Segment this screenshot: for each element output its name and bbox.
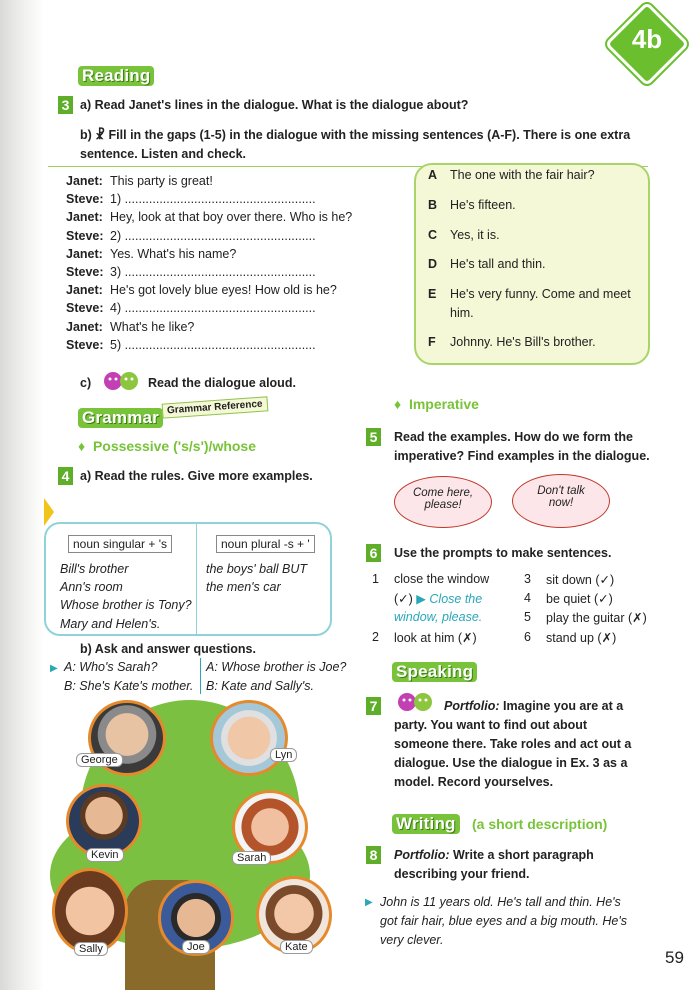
option-e-cont: him.: [450, 306, 474, 320]
dialogue-line: Steve: 5) .......................................................: [66, 337, 316, 352]
photo-lyn: [210, 700, 288, 776]
exercise-3c: Read the dialogue aloud.: [148, 376, 296, 390]
example-question: A: Who's Sarah?: [64, 660, 158, 674]
name-kate: Kate: [280, 940, 313, 954]
prompt: stand up (✗): [546, 631, 617, 645]
dialogue: [66, 174, 421, 356]
exercise-4a: a) Read the rules. Give more examples.: [80, 469, 313, 483]
exercise-7-number: 7: [366, 697, 381, 715]
name-sarah: Sarah: [232, 851, 271, 865]
exercise-7-line: dialogue. Use the dialogue in Ex. 3 as a: [394, 756, 628, 770]
speech-bubble-1: Come here, please!: [394, 476, 492, 528]
exercise-3-number: 3: [58, 96, 73, 114]
exercise-4b: b) Ask and answer questions.: [80, 642, 256, 656]
prompt-number: 6: [524, 630, 531, 644]
speaking-heading: Speaking: [392, 662, 477, 682]
example-question: A: Whose brother is Joe?: [206, 660, 347, 674]
pair-work-icon: [396, 692, 436, 712]
dialogue-line: Janet: Yes. What's his name?: [66, 246, 237, 261]
rules-divider: [196, 522, 197, 634]
name-lyn: Lyn: [270, 748, 297, 762]
dialogue-line: Steve: 4) .......................................................: [66, 301, 316, 316]
model-text: John is 11 years old. He's tall and thin. He's: [380, 895, 621, 909]
exercise-7-line: model. Record yourselves.: [394, 775, 554, 789]
prompt: (✓) ▶ Close the: [394, 592, 483, 606]
exercise-6-number: 6: [366, 544, 381, 562]
dialogue-line: Janet: Hey, look at that boy over there. Who is he?: [66, 210, 353, 225]
name-george: George: [76, 753, 123, 767]
name-sally: Sally: [74, 942, 108, 956]
grammar-heading: Grammar: [78, 408, 163, 428]
page-number: 59: [665, 948, 684, 967]
rule-example: Mary and Helen's.: [60, 617, 161, 631]
exercise-6-title: Use the prompts to make sentences.: [394, 546, 612, 560]
exercise-5-number: 5: [366, 428, 381, 446]
exercise-8-number: 8: [366, 846, 381, 864]
model-text: got fair hair, blue eyes and a big mouth. He's: [380, 914, 627, 928]
exercise-7-line: party. You want to find out about: [394, 718, 588, 732]
option-a: A The one with the fair hair?: [428, 168, 595, 182]
option-c: C Yes, it is.: [428, 228, 500, 242]
prompt: play the guitar (✗): [546, 611, 647, 625]
exercise-3b-line1: b) ☧ Fill in the gaps (1-5) in the dialogue with the missing sentences (A-F). There is one extra: [80, 128, 631, 142]
pair-work-icon: [102, 371, 142, 391]
dialogue-line: Steve: 3) .......................................................: [66, 264, 316, 279]
arrow-marker: [44, 498, 54, 526]
exercise-3a: a) Read Janet's lines in the dialogue. What is the dialogue about?: [80, 98, 469, 112]
prompt-number: 3: [524, 572, 531, 586]
prompt-number: 5: [524, 610, 531, 624]
prompt-number: 1: [372, 572, 379, 586]
example-answer: B: She's Kate's mother.: [64, 679, 194, 693]
page-spine: [0, 0, 44, 990]
prompt: be quiet (✓): [546, 592, 613, 606]
prompt-number: 4: [524, 591, 531, 605]
exercise-4-number: 4: [58, 467, 73, 485]
example-divider: [200, 658, 201, 694]
possessive-topic: ♦ Possessive ('s/s')/whose: [78, 438, 257, 454]
prompt-number: 2: [372, 630, 379, 644]
grammar-reference-tag: Grammar Reference: [162, 396, 268, 418]
exercise-7-line: someone there. Take roles and act out a: [394, 737, 632, 751]
rule-example: Bill's brother: [60, 562, 129, 576]
rule-header-plural: noun plural -s + ': [216, 535, 315, 553]
prompt-answer: window, please.: [394, 610, 483, 624]
option-e: E He's very funny. Come and meet: [428, 287, 631, 301]
dialogue-line: Steve: 2) .......................................................: [66, 228, 316, 243]
prompt: close the window: [394, 572, 490, 586]
rule-header-singular: noun singular + 's: [68, 535, 172, 553]
rule-example: the men's car: [206, 580, 281, 594]
example-arrow-icon: ▶: [50, 663, 58, 674]
reading-heading: Reading: [78, 66, 154, 86]
writing-heading: Writing: [392, 814, 460, 834]
name-kevin: Kevin: [86, 848, 124, 862]
prompt: sit down (✓): [546, 573, 615, 587]
writing-subheading: (a short description): [472, 816, 608, 832]
name-joe: Joe: [182, 940, 210, 954]
option-d: D He's tall and thin.: [428, 257, 546, 271]
exercise-5-line2: imperative? Find examples in the dialogue.: [394, 449, 650, 463]
photo-kevin: [66, 784, 142, 858]
exercise-3b-line2: sentence. Listen and check.: [80, 147, 247, 161]
rule-example: Whose brother is Tony?: [60, 598, 192, 612]
dialogue-line: Janet: He's got lovely blue eyes! How old is he?: [66, 283, 337, 298]
exercise-7-line: Portfolio: Imagine you are at a: [444, 699, 624, 713]
example-answer: B: Kate and Sally's.: [206, 679, 315, 693]
exercise-8-line: describing your friend.: [394, 867, 530, 881]
dialogue-line: Janet: What's he like?: [66, 319, 195, 334]
option-b: B He's fifteen.: [428, 198, 516, 212]
unit-badge-label: 4b: [631, 24, 663, 54]
exercise-8-line: Portfolio: Write a short paragraph: [394, 848, 594, 862]
prompt: look at him (✗): [394, 631, 477, 645]
dialogue-line: Janet: This party is great!: [66, 174, 213, 188]
model-text: very clever.: [380, 933, 444, 947]
option-f: F Johnny. He's Bill's brother.: [428, 335, 596, 349]
exercise-3c-label: c): [80, 376, 92, 390]
rule-example: the boys' ball BUT: [206, 562, 308, 576]
imperative-topic: ♦ Imperative: [394, 396, 479, 412]
exercise-5-line1: Read the examples. How do we form the: [394, 430, 633, 444]
speech-bubble-2: Don't talk now!: [512, 474, 610, 528]
dialogue-line: Steve: 1) .......................................................: [66, 192, 316, 207]
rule-example: Ann's room: [60, 580, 123, 594]
example-arrow-icon: ▶: [365, 897, 373, 908]
